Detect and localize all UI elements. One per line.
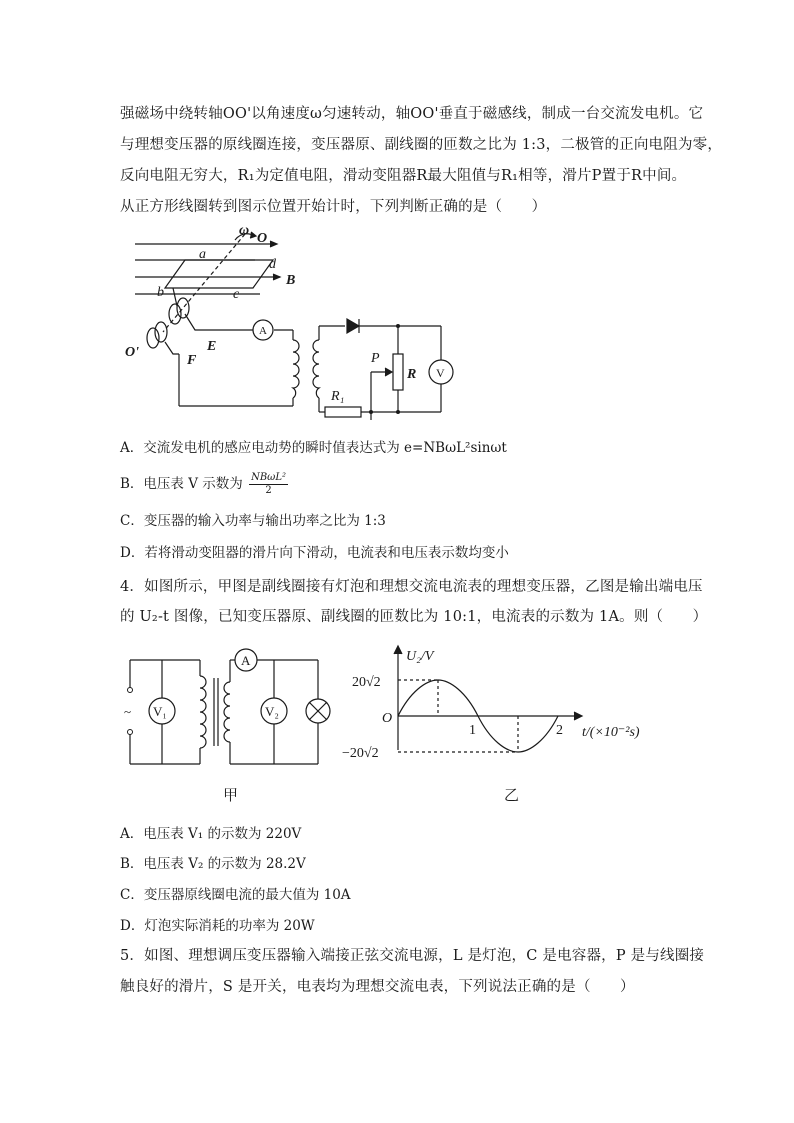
fig-label-a: a bbox=[199, 247, 206, 262]
ammeter-label: A bbox=[259, 325, 267, 337]
q3-option-b-fraction bbox=[249, 472, 288, 497]
q4-option-a: A．电压表 V₁ 的示数为 220V bbox=[120, 826, 302, 842]
fig-label-c: c bbox=[233, 287, 240, 302]
q3-option-b-denominator: 2 bbox=[265, 485, 272, 496]
y-min-label: −20√2 bbox=[342, 746, 379, 761]
q4-option-c: C．变压器原线圈电流的最大值为 10A bbox=[120, 887, 351, 903]
q3-stem-line-1: 强磁场中绕转轴OO'以角速度ω匀速转动，轴OO'垂直于磁感线，制成一台交流发电机。它 bbox=[120, 106, 704, 122]
fig-label-R1: R₁ bbox=[331, 389, 345, 404]
q3-stem-line-2: 与理想变压器的原线圈连接，变压器原、副线圈的匝数之比为 1:3，二极管的正向电阻为零， bbox=[120, 137, 723, 153]
fig-label-O-prime: O' bbox=[125, 345, 139, 360]
q3-option-c: C．变压器的输入功率与输出功率之比为 1:3 bbox=[120, 513, 386, 529]
y-max-label: 20√2 bbox=[352, 675, 381, 690]
figure-jia-caption: 甲 bbox=[223, 788, 239, 803]
q3-option-d: D．若将滑动变阻器的滑片向下滑动，电流表和电压表示数均变小 bbox=[120, 545, 509, 561]
q3-stem-line-3: 反向电阻无穷大，R₁为定值电阻，滑动变阻器R最大阻值与R₁相等，滑片P置于R中间。 bbox=[120, 168, 687, 184]
fig-label-d: d bbox=[269, 257, 276, 272]
q3-generator-circuit-figure bbox=[115, 222, 455, 427]
voltmeter-label: V bbox=[436, 366, 445, 380]
ac-source-symbol: ~ bbox=[124, 704, 132, 719]
q4-stem-line-2: 的 U₂-t 图像，已知变压器原、副线圈的匝数比为 10:1，电流表的示数为 1A。则（ ） bbox=[120, 609, 708, 625]
fig-label-b: b bbox=[157, 285, 164, 300]
q3-option-b-prefix: B．电压表 V 示数为 bbox=[120, 476, 243, 492]
q5-stem-line-1: 5．如图、理想调压变压器输入端接正弦交流电源，L 是灯泡，C 是电容器，P 是与线圈接 bbox=[120, 948, 705, 964]
fig-label-F: F bbox=[187, 353, 197, 368]
figure-yi-caption: 乙 bbox=[504, 788, 520, 804]
x-tick-1: 1 bbox=[469, 723, 476, 738]
fig-label-B: B bbox=[286, 273, 296, 288]
q3-option-a: A．交流发电机的感应电动势的瞬时值表达式为 e=NBωL²sinωt bbox=[120, 440, 507, 456]
x-axis-label: t/(×10⁻²s) bbox=[582, 725, 640, 740]
q5-stem-line-2: 触良好的滑片，S 是开关，电表均为理想交流电表，下列说法正确的是（ ） bbox=[120, 979, 635, 995]
q4-voltage-time-graph bbox=[338, 642, 663, 807]
v1-label: V₁ bbox=[153, 704, 167, 719]
fig-label-omega: ω bbox=[239, 223, 250, 238]
origin-label: O bbox=[382, 711, 393, 726]
q4-transformer-circuit-figure bbox=[118, 648, 348, 803]
q3-stem-line-4: 从正方形线圈转到图示位置开始计时，下列判断正确的是（ ） bbox=[120, 199, 547, 215]
x-tick-2: 2 bbox=[556, 723, 563, 738]
fig-label-R: R bbox=[407, 367, 417, 382]
q3-option-b-numerator: NBωL² bbox=[251, 472, 286, 483]
q4-option-d: D．灯泡实际消耗的功率为 20W bbox=[120, 918, 315, 934]
y-axis-label: U₂/V bbox=[406, 649, 434, 664]
q3-option-b bbox=[120, 472, 288, 497]
fig-label-E: E bbox=[207, 339, 217, 354]
fig-label-O: O bbox=[257, 231, 268, 246]
fig-label-P: P bbox=[371, 351, 380, 366]
v2-label: V₂ bbox=[265, 704, 279, 719]
q4-option-b: B．电压表 V₂ 的示数为 28.2V bbox=[120, 856, 306, 872]
q4-stem-line-1: 4．如图所示，甲图是副线圈接有灯泡和理想交流电流表的理想变压器，乙图是输出端电压 bbox=[120, 579, 703, 595]
ammeter-label: A bbox=[241, 653, 251, 668]
